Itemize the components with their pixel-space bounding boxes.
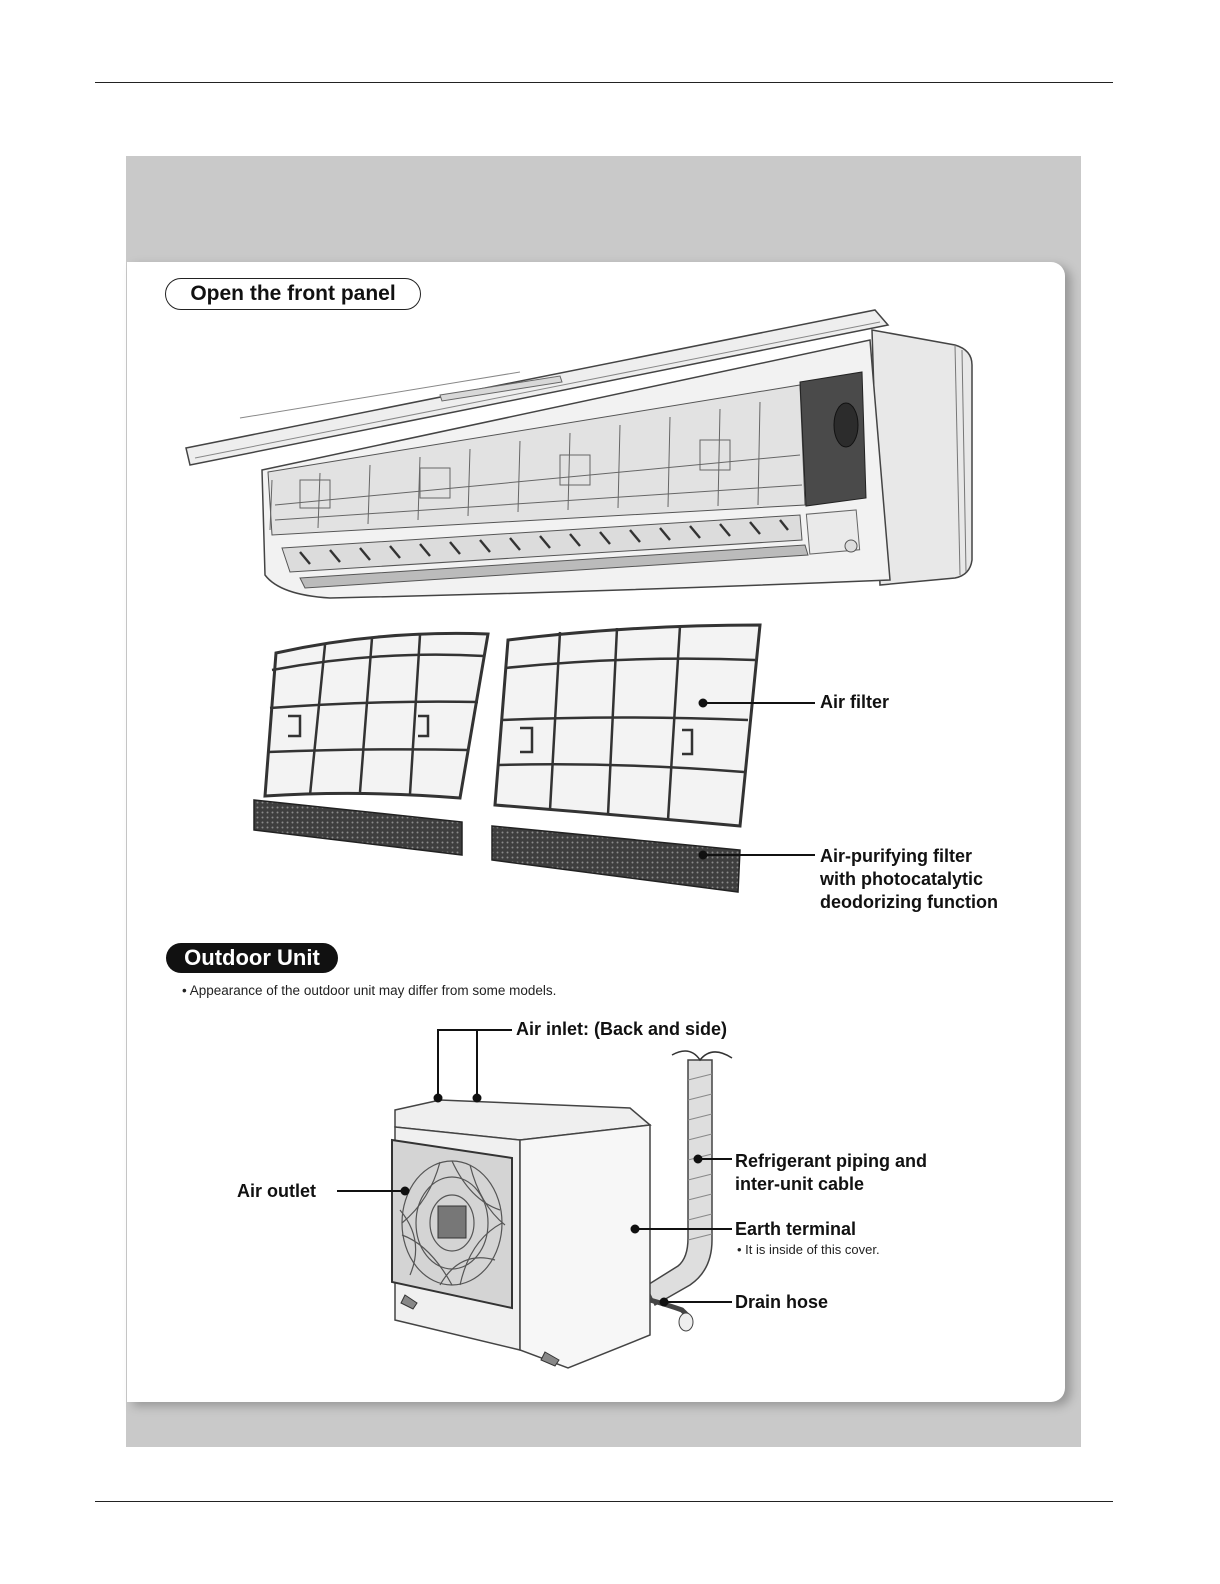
air-inlet-label: Air inlet: (Back and side): [516, 1019, 728, 1039]
indoor-unit-illustration: [186, 310, 972, 598]
earth-terminal-label: Earth terminal: [735, 1219, 857, 1239]
air-outlet-label: Air outlet: [237, 1181, 316, 1201]
indoor-section-heading: Open the front panel: [165, 278, 421, 310]
outdoor-cabinet-side: [520, 1125, 650, 1368]
purifying-filter-label-line1: Air-purifying filter: [820, 846, 972, 866]
drain-hose-label: Drain hose: [735, 1292, 829, 1312]
purifying-filter-label-line3: deodorizing function: [820, 892, 998, 912]
outdoor-unit-illustration: [392, 1051, 732, 1368]
refrigerant-label-line1: Refrigerant piping and: [735, 1151, 928, 1171]
air-filters-illustration: [254, 625, 760, 892]
earth-terminal-note: • It is inside of this cover.: [737, 1242, 880, 1257]
air-filter-label: Air filter: [820, 692, 890, 712]
purifying-filter-label-line2: with photocatalytic: [820, 869, 984, 889]
fan-housing: [800, 372, 866, 506]
purifying-filter-left: [254, 800, 462, 855]
outdoor-appearance-note: • Appearance of the outdoor unit may differ from some models.: [182, 983, 557, 998]
refrigerant-label-line2: inter-unit cable: [735, 1174, 865, 1194]
outdoor-section-heading: Outdoor Unit: [166, 943, 338, 973]
air-filter-right: [495, 625, 760, 826]
